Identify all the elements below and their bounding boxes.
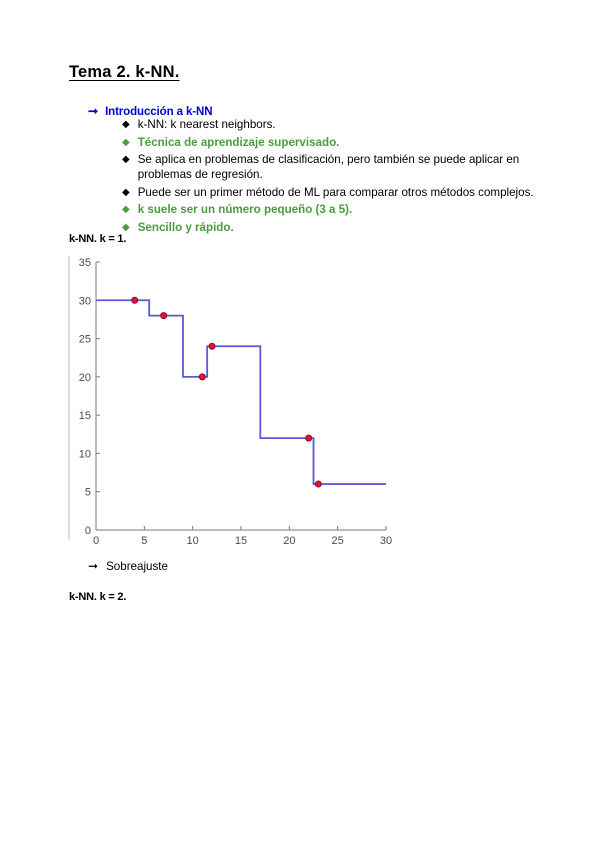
bullet-list (122, 117, 542, 237)
list-item (122, 220, 542, 235)
data-point-marker (306, 435, 312, 441)
data-point-marker (161, 313, 167, 319)
list-item (122, 135, 542, 150)
page-title: Tema 2. k-NN. (69, 63, 180, 81)
list-item-label: Se aplica en problemas de clasificación, pero también se puede aplicar en problemas de regresión. (137, 153, 520, 181)
y-axis-tick-label: 25 (78, 333, 91, 346)
y-axis-tick-label: 5 (84, 486, 91, 499)
list-item-label: k suele ser un número pequeño (3 a 5). (137, 203, 353, 216)
x-axis-tick-label: 25 (331, 535, 344, 544)
y-axis-tick-label: 15 (78, 410, 91, 423)
y-axis-tick-label: 30 (78, 295, 91, 308)
diamond-icon: ◆ (122, 221, 130, 233)
diamond-icon: ◆ (122, 154, 130, 165)
list-item (122, 185, 542, 200)
x-axis-tick-label: 30 (379, 535, 393, 544)
list-item-label: Sencillo y rápido. (137, 220, 234, 234)
list-item (122, 152, 542, 182)
diamond-icon: ◆ (122, 186, 130, 198)
y-axis-tick-label: 35 (78, 257, 91, 269)
arrow-right-icon: ➞ (88, 559, 99, 573)
list-item (122, 202, 542, 217)
x-axis-tick-label: 15 (234, 535, 248, 544)
y-axis-tick-label: 20 (78, 371, 91, 384)
chart-canvas (68, 252, 400, 544)
list-item-label: Puede ser un primer método de ML para comparar otros métodos complejos. (137, 185, 534, 199)
x-axis-tick-label: 20 (283, 535, 296, 544)
list-item-label: Técnica de aprendizaje supervisado. (137, 135, 340, 149)
figure2-caption: k-NN. k = 2. (69, 591, 127, 603)
diamond-icon: ◆ (122, 136, 130, 148)
figure1-caption: k-NN. k = 1. (69, 233, 127, 245)
figure1-note-label: Sobreajuste (106, 560, 168, 573)
data-point-marker (209, 343, 215, 349)
x-axis-tick-label: 0 (92, 535, 100, 544)
diamond-icon: ◆ (122, 204, 130, 215)
data-point-marker (199, 374, 205, 380)
arrow-right-icon: ➞ (88, 104, 99, 118)
data-point-marker (132, 297, 138, 303)
diamond-icon: ◆ (122, 119, 130, 130)
y-axis-tick-label: 0 (84, 525, 91, 537)
figure1-note-row (88, 560, 168, 573)
x-axis-tick-label: 10 (186, 535, 199, 544)
data-point-marker (315, 481, 321, 487)
y-axis-tick-label: 10 (78, 448, 91, 461)
x-axis-tick-label: 5 (141, 535, 148, 544)
knn-step-chart (68, 252, 400, 544)
step-line-series (96, 300, 386, 484)
list-item (122, 117, 542, 132)
list-item-label: k-NN: k nearest neighbors. (137, 118, 276, 131)
section-heading-label: Introducción a k-NN (105, 106, 213, 118)
